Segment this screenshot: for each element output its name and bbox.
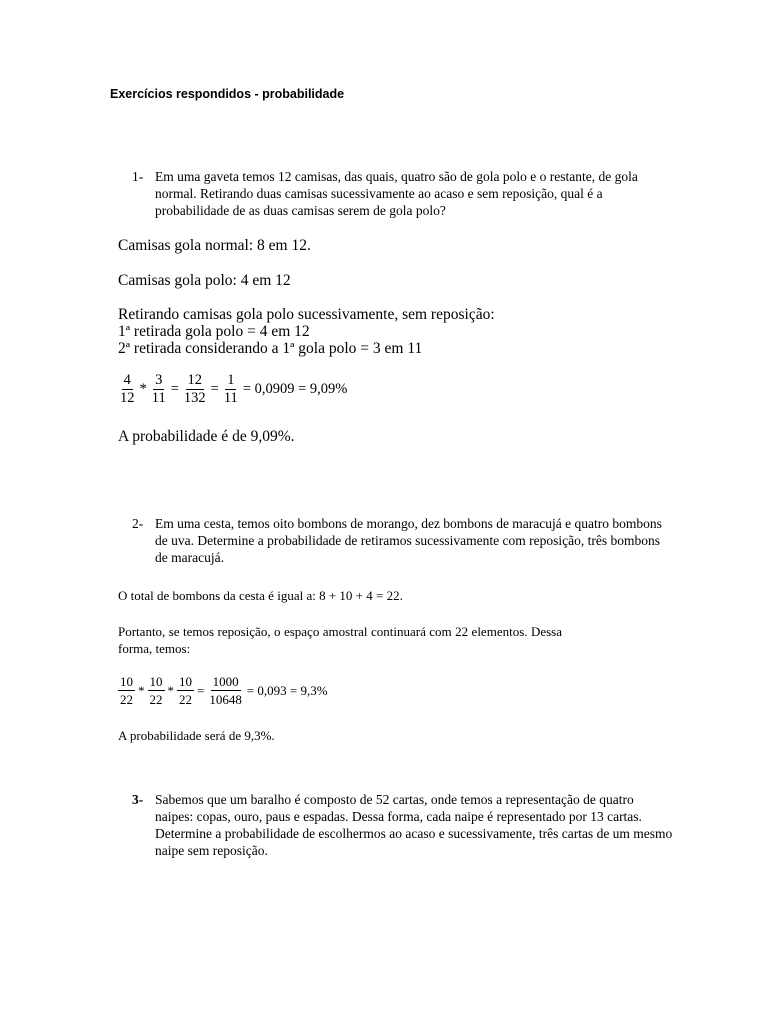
q1-line-second: 2ª retirada considerando a 1ª gola polo = 3 em 11 <box>118 340 423 357</box>
question-text: Em uma cesta, temos oito bombons de morango, dez bombons de maracujá e quatro bombons de uva. Determine a probabilidade de retiramos sucessivamente com reposição, três bombons de maracujá. <box>155 516 662 565</box>
fraction: $\frac{10}{22}$ <box>149 674 163 707</box>
formula-result: = 0,093 = 9,3% <box>246 682 328 698</box>
operator: * <box>138 682 145 698</box>
fraction: $\frac{12}{132}$ <box>183 372 206 406</box>
question-3 <box>132 791 677 861</box>
operator: = <box>197 682 205 698</box>
q2-answer: A probabilidade será de 9,3%. <box>118 728 275 743</box>
fraction: $\frac{1000}{10648}$ <box>209 674 242 707</box>
page-title: Exercícios respondidos - probabilidade <box>110 87 345 101</box>
q1-formula <box>117 372 349 407</box>
fraction: $\frac{10}{22}$ <box>120 674 133 707</box>
q2-formula <box>117 673 330 708</box>
fraction: $\frac{4}{12}$ <box>120 372 135 406</box>
q1-line-first: 1ª retirada gola polo = 4 em 12 <box>118 323 310 340</box>
question-number: 2- <box>132 516 144 531</box>
question-number: 3- <box>132 792 144 807</box>
question-number: 1- <box>132 169 144 184</box>
operator: = <box>170 381 179 397</box>
fraction: $\frac{1}{11}$ <box>223 372 238 406</box>
operator: = <box>210 381 219 397</box>
formula-result: = 0,0909 = 9,09% <box>242 381 348 397</box>
q1-line-normal: Camisas gola normal: 8 em 12. <box>118 237 311 254</box>
question-1 <box>132 168 677 220</box>
question-2 <box>132 515 677 567</box>
q1-answer: A probabilidade é de 9,09%. <box>118 428 295 445</box>
fraction: $\frac{10}{22}$ <box>179 674 192 707</box>
q1-line-intro: Retirando camisas gola polo sucessivamente, sem reposição: <box>118 306 495 323</box>
operator: * <box>139 381 147 397</box>
q2-explanation: Portanto, se temos reposição, o espaço amostral continuará com 22 elementos. Dessa forma, temos: <box>118 624 562 656</box>
operator: * <box>167 682 174 698</box>
q1-line-polo: Camisas gola polo: 4 em 12 <box>118 272 291 289</box>
question-text: Sabemos que um baralho é composto de 52 cartas, onde temos a representação de quatro naipes: copas, ouro, paus e espadas. Dessa forma, cada naipe é representado por 13 cartas. Determine a probabilidade de escolhermos ao acaso e sucessivamente, três cartas de um mesmo naipe sem reposição. <box>155 792 673 858</box>
question-text: Em uma gaveta temos 12 camisas, das quais, quatro são de gola polo e o restante, de gola normal. Retirando duas camisas sucessivamente ao acaso e sem reposição, qual é a probabilidade de as duas camisas serem de gola polo? <box>155 169 638 218</box>
fraction: $\frac{3}{11}$ <box>151 372 166 406</box>
q2-total: O total de bombons da cesta é igual a: 8 + 10 + 4 = 22. <box>118 588 403 603</box>
